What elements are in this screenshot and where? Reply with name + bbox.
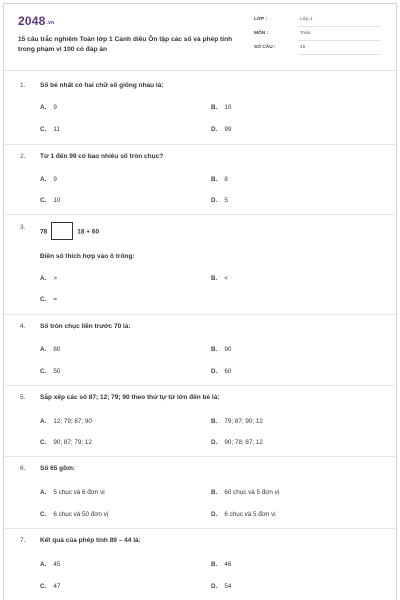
option-letter: B. — [211, 561, 218, 568]
option-letter: D. — [211, 583, 218, 590]
option-text: 90 — [224, 346, 232, 353]
question-divider — [4, 314, 396, 315]
option-letter: B. — [211, 489, 218, 496]
option-text: 54 — [224, 583, 232, 590]
option-letter: A. — [40, 275, 47, 282]
question-text: Số 65 gồm: — [40, 465, 76, 472]
meta-value: Toán — [300, 31, 311, 36]
option-b[interactable] — [211, 489, 279, 496]
option-b[interactable] — [211, 418, 263, 425]
meta-underline — [298, 26, 380, 27]
option-letter: B. — [211, 104, 218, 111]
option-letter: B. — [211, 346, 218, 353]
option-b[interactable] — [211, 346, 231, 353]
option-letter: B. — [211, 418, 218, 425]
expression-right: 18 + 60 — [77, 228, 100, 236]
option-c[interactable] — [40, 296, 57, 303]
option-d[interactable] — [211, 126, 231, 133]
meta-label: MÔN : — [254, 31, 269, 36]
option-letter: A. — [40, 176, 47, 183]
option-b[interactable] — [211, 561, 231, 568]
option-letter: D. — [211, 126, 218, 133]
option-text: 9 — [53, 176, 57, 183]
option-a[interactable] — [40, 489, 105, 496]
question-text: Từ 1 đến 99 có bao nhiêu số tròn chục? — [40, 153, 164, 160]
option-a[interactable] — [40, 176, 57, 183]
option-letter: D. — [211, 511, 218, 518]
question-number: 1. — [20, 82, 26, 89]
option-text: 10 — [224, 104, 232, 111]
question-divider — [4, 385, 396, 386]
question-number: 3. — [20, 224, 26, 231]
option-letter: B. — [211, 176, 218, 183]
question-number: 7. — [20, 537, 26, 544]
option-letter: D. — [211, 197, 218, 204]
option-b[interactable] — [211, 176, 228, 183]
option-d[interactable] — [211, 197, 228, 204]
option-a[interactable] — [40, 418, 92, 425]
meta-label: LỚP : — [254, 17, 268, 22]
expression-left: 78 — [40, 228, 48, 236]
question-text: Số tròn chục liền trước 70 là: — [40, 323, 131, 330]
answer-blank-box[interactable] — [51, 222, 73, 240]
option-text: < — [224, 275, 228, 282]
question-number: 6. — [20, 465, 26, 472]
option-letter: A. — [40, 104, 47, 111]
option-letter: A. — [40, 489, 47, 496]
option-text: = — [53, 296, 57, 303]
question-number: 4. — [20, 323, 26, 330]
option-letter: C. — [40, 511, 47, 518]
question-text: Điền số thích hợp vào ô trống: — [40, 253, 135, 260]
option-c[interactable] — [40, 439, 92, 446]
option-text: 5 — [224, 197, 228, 204]
option-text: 11 — [53, 126, 60, 133]
option-text: 60 — [224, 368, 232, 375]
question-divider — [4, 144, 396, 145]
option-text: 10 — [53, 197, 61, 204]
question-divider — [4, 456, 396, 457]
meta-underline — [298, 40, 380, 41]
question-number: 2. — [20, 153, 26, 160]
option-letter: D. — [211, 368, 218, 375]
option-text: 12; 79; 87; 90 — [53, 418, 92, 425]
option-a[interactable] — [40, 561, 60, 568]
site-logo[interactable] — [18, 14, 54, 28]
option-text: 6 chục và 5 đơn vị — [224, 511, 276, 518]
option-d[interactable] — [211, 368, 231, 375]
page-title: 15 câu trắc nghiệm Toán lớp 1 Cánh diều Ôn tập các số và phép tính trong phạm vi 100 có đáp án — [18, 36, 233, 53]
option-letter: A. — [40, 561, 47, 568]
option-text: > — [53, 275, 57, 282]
option-letter: A. — [40, 418, 47, 425]
option-letter: C. — [40, 439, 47, 446]
logo-main: 2048 — [18, 14, 46, 28]
option-letter: C. — [40, 368, 47, 375]
option-letter: B. — [211, 275, 218, 282]
option-c[interactable] — [40, 126, 60, 133]
meta-row-class — [254, 14, 380, 28]
option-letter: D. — [211, 439, 218, 446]
meta-value: Lớp 1 — [300, 17, 313, 22]
option-d[interactable] — [211, 511, 276, 518]
option-text: 79; 87; 90; 12 — [224, 418, 263, 425]
option-a[interactable] — [40, 104, 57, 111]
option-d[interactable] — [211, 583, 231, 590]
meta-label: SỐ CÂU : — [254, 45, 276, 50]
document-header — [18, 14, 380, 66]
question-number: 5. — [20, 394, 26, 401]
option-c[interactable] — [40, 197, 60, 204]
header-divider — [4, 70, 396, 71]
logo-suffix: .vn — [46, 20, 55, 26]
option-text: 45 — [53, 561, 61, 568]
meta-row-subject — [254, 28, 380, 42]
option-text: 99 — [224, 126, 232, 133]
option-text: 50 — [53, 368, 61, 375]
meta-value: 15 — [300, 45, 306, 50]
option-letter: C. — [40, 583, 47, 590]
question-divider — [4, 214, 396, 215]
option-c[interactable] — [40, 583, 60, 590]
option-a[interactable] — [40, 346, 60, 353]
option-letter: C. — [40, 197, 47, 204]
meta-row-count — [254, 42, 380, 56]
option-text: 47 — [53, 583, 61, 590]
option-text: 46 — [224, 561, 232, 568]
meta-underline — [298, 54, 380, 55]
option-text: 60 chục và 5 đơn vị — [224, 489, 280, 496]
question-divider — [4, 528, 396, 529]
question-text: Số bé nhất có hai chữ số giống nhau là: — [40, 82, 164, 89]
option-letter: A. — [40, 346, 47, 353]
option-text: 90; 78; 87; 12 — [224, 439, 263, 446]
meta-info — [254, 14, 380, 56]
option-text: 90; 87; 79; 12 — [53, 439, 92, 446]
option-text: 9 — [53, 104, 57, 111]
option-b[interactable] — [211, 275, 228, 282]
option-text: 8 — [224, 176, 228, 183]
option-c[interactable] — [40, 368, 60, 375]
option-text: 5 chục và 6 đơn vị — [53, 489, 105, 496]
option-text: 80 — [53, 346, 61, 353]
comparison-expression — [40, 223, 99, 241]
question-text: Sắp xếp các số 87; 12; 79; 90 theo thứ tự từ lớn đến bé là: — [40, 394, 220, 401]
option-c[interactable] — [40, 511, 108, 518]
option-text: 6 chục và 50 đơn vị — [53, 511, 109, 518]
question-text: Kết quả của phép tính 89 – 44 là: — [40, 537, 141, 544]
option-d[interactable] — [211, 439, 263, 446]
option-a[interactable] — [40, 275, 57, 282]
option-letter: C. — [40, 296, 47, 303]
option-b[interactable] — [211, 104, 231, 111]
option-letter: C. — [40, 126, 47, 133]
